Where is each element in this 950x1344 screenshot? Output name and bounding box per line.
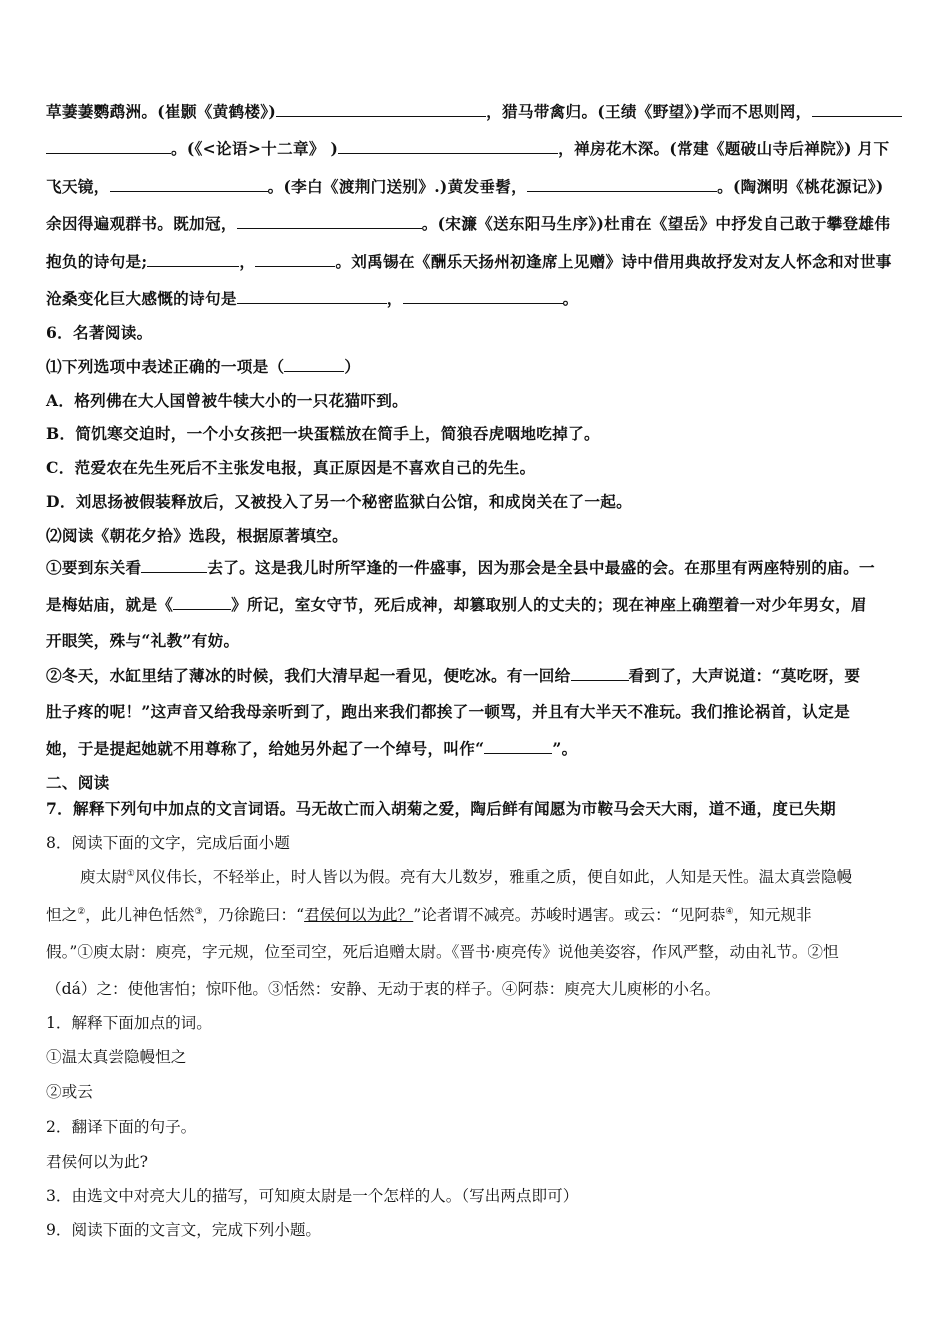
answer-blank bbox=[237, 213, 422, 229]
q8-title: 8．阅读下面的文字，完成后面小题 bbox=[46, 834, 290, 852]
text: 。(李白《渡荆门送别》.)黄发垂髫， bbox=[267, 177, 528, 196]
text: ，猎马带禽归。(王绩《野望》)学而不思则罔， bbox=[486, 102, 812, 121]
q8-passage-line3: 假。”①庾太尉：庾亮，字元规，位至司空，死后追赠太尉。《晋书·庾亮传》说他美姿容，作风严整，动由礼节。②怛 bbox=[46, 943, 839, 961]
answer-blank bbox=[338, 138, 558, 154]
poem-fill-line-2 bbox=[46, 138, 908, 160]
text: 。刘禹锡在《酬乐天扬州初逢席上见赠》诗中借用典故抒发对友人怀念和对世事 bbox=[335, 252, 892, 271]
text: ②冬天，水缸里结了薄冰的时候，我们大清早起一看见，便吃冰。有一回给 bbox=[46, 666, 571, 685]
q8-passage-line4: （dá）之：使他害怕；惊吓他。③恬然：安静、无动于衷的样子。④阿恭：庾亮大儿庾彬的小名。 bbox=[46, 980, 721, 998]
text: 草萋萋鹦鹉洲。(崔颢《黄鹤楼》) bbox=[46, 102, 277, 121]
footnote-mark: ④ bbox=[725, 906, 734, 917]
q6-passage2-line2: 肚子疼的呢！”这声音又给我母亲听到了，跑出来我们都挨了一顿骂，并且有大半天不准玩。我们推论祸首，认定是 bbox=[46, 702, 850, 721]
answer-blank bbox=[237, 288, 387, 304]
q8-sub1-a: ①温太真尝隐幔怛之 bbox=[46, 1048, 187, 1066]
answer-blank bbox=[147, 251, 239, 267]
q8-passage-line1 bbox=[80, 866, 908, 888]
text: 。 bbox=[562, 289, 579, 308]
text: 。(《<论语>十二章》 ) bbox=[171, 139, 339, 158]
q6-option-c: C．范爱农在先生死后不主张发电报，真正原因是不喜欢自己的先生。 bbox=[46, 458, 536, 477]
text: ，乃徐跪曰：“ bbox=[202, 906, 305, 924]
answer-blank bbox=[284, 356, 344, 372]
q8-sub3: 3．由选文中对亮大儿的描写，可知庾太尉是一个怎样的人。（写出两点即可） bbox=[46, 1187, 579, 1205]
text: 》所记，室女守节，死后成神，却篡取别人的丈夫的；现在神座上确塑着一对少年男女，眉 bbox=[231, 595, 867, 614]
text: 风仪伟长，不轻举止，时人皆以为假。亮有大儿数岁，雅重之质，便自如此，人知是天性。温太真尝隐幔 bbox=[134, 868, 853, 886]
poem-fill-line-1 bbox=[46, 101, 908, 123]
q6-passage1-line2 bbox=[46, 594, 908, 616]
text: 抱负的诗句是; bbox=[46, 252, 148, 271]
answer-blank bbox=[527, 176, 717, 192]
q6-passage1-line3: 开眼笑，殊与“礼教”有妨。 bbox=[46, 631, 240, 650]
text: 沧桑变化巨大感慨的诗句是 bbox=[46, 289, 237, 308]
q6-sub1 bbox=[46, 356, 908, 378]
text: ，此儿神色恬然 bbox=[85, 906, 195, 924]
footnote-mark: ① bbox=[126, 868, 135, 879]
text: 。(陶渊明《桃花源记》) bbox=[717, 177, 884, 196]
text: ） bbox=[344, 357, 361, 376]
answer-blank bbox=[255, 251, 335, 267]
text: 怛之 bbox=[46, 906, 78, 924]
q7-text: 7．解释下列句中加点的文言词语。马无故亡而入胡菊之爱，陶后鲜有闻愿为市鞍马会天大雨，道不通，度已失期 bbox=[46, 799, 836, 818]
q6-sub2: ⑵阅读《朝花夕拾》选段，根据原著填空。 bbox=[46, 526, 348, 545]
q6-option-d: D．刘思扬被假装释放后，又被投入了另一个秘密监狱白公馆，和成岗关在了一起。 bbox=[46, 492, 632, 511]
q8-sub2: 2．翻译下面的句子。 bbox=[46, 1118, 197, 1136]
answer-blank bbox=[812, 101, 902, 117]
answer-blank bbox=[276, 101, 486, 117]
q9-title: 9．阅读下面的文言文，完成下列小题。 bbox=[46, 1221, 322, 1239]
q6-passage2-line1 bbox=[46, 665, 908, 687]
text: ⑴下列选项中表述正确的一项是（ bbox=[46, 357, 285, 376]
q8-sub1-b: ②或云 bbox=[46, 1083, 93, 1101]
answer-blank bbox=[571, 665, 629, 681]
answer-blank bbox=[403, 288, 563, 304]
answer-blank bbox=[46, 138, 171, 154]
text: 去了。这是我儿时所罕逢的一件盛事，因为那会是全县中最盛的会。在那里有两座特别的庙。一 bbox=[207, 558, 875, 577]
poem-fill-line-4 bbox=[46, 213, 908, 235]
text: ，知元规非 bbox=[733, 906, 812, 924]
answer-blank bbox=[141, 557, 207, 573]
q6-passage2-line3 bbox=[46, 738, 908, 760]
text: 。(宋濂《送东阳马生序》)杜甫在《望岳》中抒发自己敢于攀登雄伟 bbox=[421, 214, 891, 233]
q8-sub2-a: 君侯何以为此? bbox=[46, 1153, 148, 1171]
text: ，禅房花木深。(常建《题破山寺后禅院》) 月下 bbox=[558, 139, 890, 158]
text: ”。 bbox=[552, 739, 578, 758]
q6-passage1-line1 bbox=[46, 557, 908, 579]
underlined-sentence: 君侯何以为此？ bbox=[304, 906, 414, 924]
text: 庾太尉 bbox=[80, 868, 127, 886]
q6-option-b: B．简饥寒交迫时，一个小女孩把一块蛋糕放在简手上，简狼吞虎咽地吃掉了。 bbox=[46, 424, 600, 443]
text: 她，于是提起她就不用尊称了，给她另外起了一个绰号，叫作“ bbox=[46, 739, 485, 758]
q8-sub1: 1．解释下面加点的词。 bbox=[46, 1014, 212, 1032]
text: 看到了，大声说道：“莫吃呀，要 bbox=[628, 666, 861, 685]
text: ”论者谓不减亮。苏峻时遇害。或云：“见阿恭 bbox=[413, 906, 726, 924]
answer-blank bbox=[173, 594, 231, 610]
answer-blank bbox=[110, 176, 268, 192]
footnote-mark: ③ bbox=[194, 906, 203, 917]
answer-blank bbox=[484, 738, 552, 754]
poem-fill-line-6 bbox=[46, 288, 908, 310]
text: ， bbox=[239, 252, 256, 271]
text: ①要到东关看 bbox=[46, 558, 142, 577]
text: 飞天镜， bbox=[46, 177, 110, 196]
text: 余因得遍观群书。既加冠， bbox=[46, 214, 237, 233]
q8-passage-line2 bbox=[46, 904, 908, 926]
poem-fill-line-3 bbox=[46, 176, 908, 198]
text: 是梅姑庙，就是《 bbox=[46, 595, 174, 614]
section-reading-title: 二、阅读 bbox=[46, 773, 110, 792]
q6-title: 6．名著阅读。 bbox=[46, 323, 153, 342]
q6-option-a: A．格列佛在大人国曾被牛犊大小的一只花猫吓到。 bbox=[46, 391, 409, 410]
text: ， bbox=[386, 289, 403, 308]
poem-fill-line-5 bbox=[46, 251, 908, 273]
footnote-mark: ② bbox=[77, 906, 86, 917]
